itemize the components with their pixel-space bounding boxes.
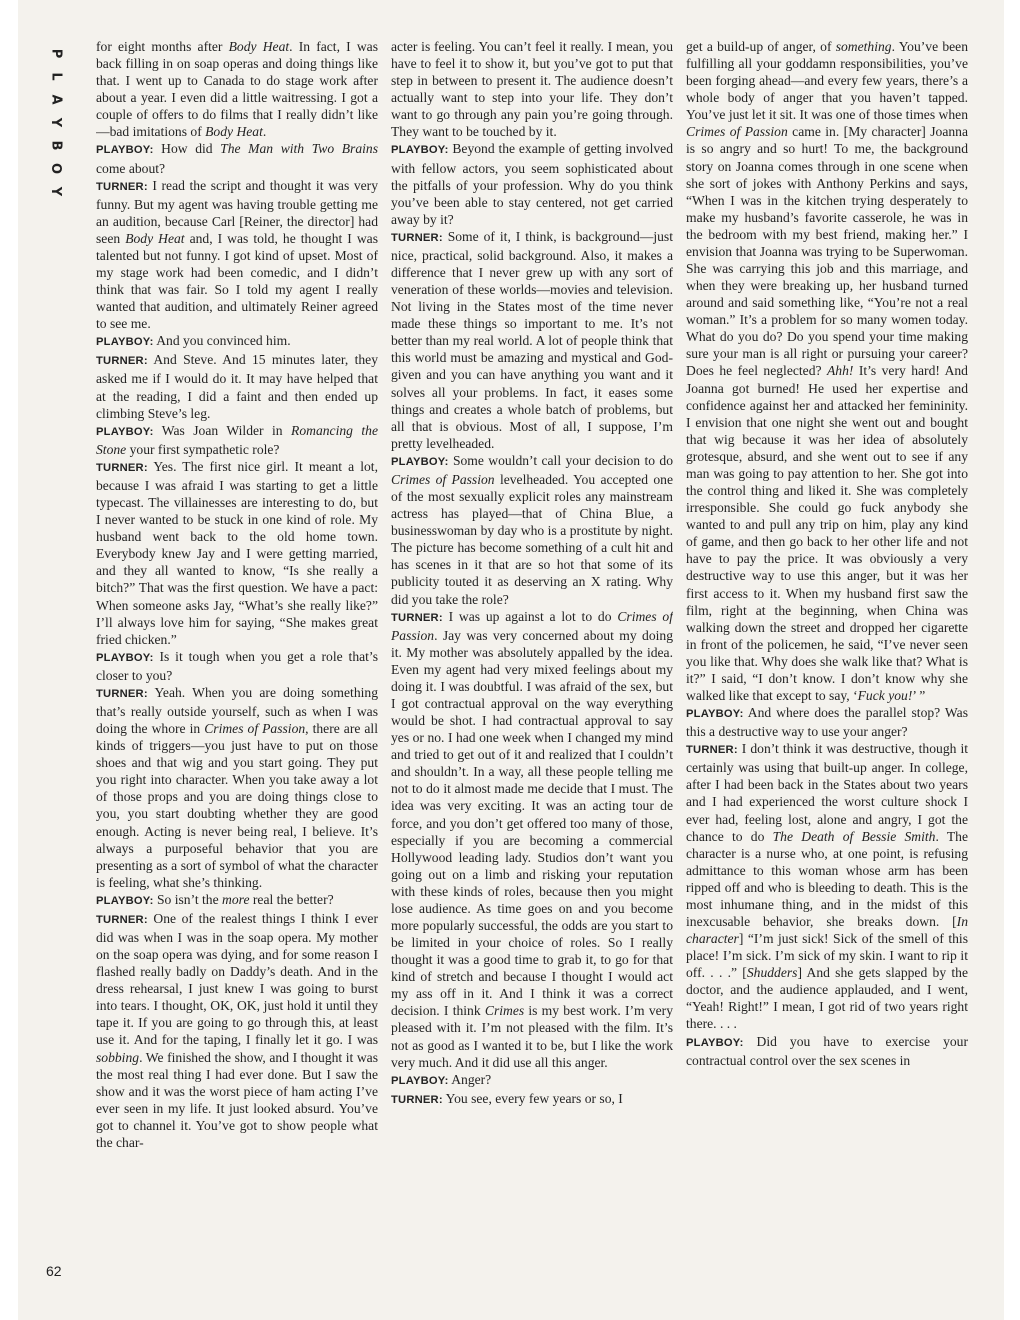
- interview-paragraph: [391, 608, 673, 1071]
- paragraph-text: So isn’t the more real the better?: [156, 891, 334, 907]
- page-number: 62: [46, 1263, 62, 1279]
- speaker-label: TURNER:: [686, 744, 738, 757]
- interview-paragraph: [391, 452, 673, 608]
- magazine-name-letter: L: [48, 72, 64, 81]
- paragraph-text: I was up against a lot to do Crimes of Passion. Jay was very concerned about my doing it. My mother was absolutely appalled by the idea. Even my agent had very mixed feelings about my doing it. I was doubtful. I was afraid of the sex, but I got contractual approval on the way everything would be shot. I had contractual approval to say yes or no. I had one week when I changed my mind and tried to get out of it and realized that I couldn’t and shouldn’t. In a way, all these people telling me not to do it almost made me decide that I must. The idea was very exciting. It was an acting tour de force, and you don’t get offered too many of those, especially if you are becoming a commercial Hollywood leading lady. Studios don’t want you going out on a limb and risking your reputation with these kinds of roles, because then you might lose audience. As time goes on and you become more popularly successful, the odds are you start to be limited in your choice of roles. So I really thought it was a good time to grab it, to go for that kind of stretch and because I thought I would act my ass off in it. And I think it was a correct decision. I think Crimes is my best work. I’m very pleased with it. I’m not pleased with the film. It’s not as good as I wanted it to be, but I like the work very much. And it did use all this anger.: [391, 608, 673, 1070]
- speaker-label: TURNER:: [391, 611, 443, 624]
- paragraph-text: acter is feeling. You can’t feel it really. I mean, you have to feel it to show it, but you’ve got to put that step in between to present it. The audience doesn’t actually want to step into your life. They don’t want to go through any pain you’re going through. They want to be touched by it.: [391, 39, 673, 140]
- paragraph-text: Some wouldn’t call your decision to do Crimes of Passion levelheaded. You accepted one of the most sexually explicit roles any mainstream actress has played—that of China Blue, a businesswoman by day who is a prostitute by night. The picture has become something of a cult hit and has scenes in it that are so hot that some of its publicity touted it as deserving an X rating. Why did you take the role?: [391, 452, 673, 607]
- speaker-label: PLAYBOY:: [391, 1074, 449, 1087]
- speaker-label: TURNER:: [391, 1093, 443, 1106]
- speaker-label: PLAYBOY:: [96, 651, 154, 664]
- interview-paragraph: [686, 740, 968, 1032]
- interview-paragraph: [391, 1090, 673, 1109]
- magazine-name-letter: A: [48, 94, 64, 105]
- interview-paragraph: [96, 891, 378, 910]
- interview-paragraph: [96, 648, 378, 684]
- speaker-label: TURNER:: [96, 461, 148, 474]
- paragraph-text: for eight months after Body Heat. In fact, I was back filling in on soap operas and doing things like that. I went up to Canada to do stage work after about a year. I even did a little waitressing. I got a couple of offers to do films that I really didn’t like—bad imitations of Body Heat.: [96, 39, 378, 140]
- magazine-name-vertical: [44, 42, 68, 203]
- speaker-label: PLAYBOY:: [686, 708, 744, 721]
- paragraph-text: And Steve. And 15 minutes later, they asked me if I would do it. It may have helped that at the reading, I did a faint and then ended up climbing Steve’s leg.: [96, 352, 378, 421]
- interview-paragraph: [96, 38, 378, 140]
- paragraph-text: And where does the parallel stop? Was this a destructive way to use your anger?: [686, 705, 968, 740]
- interview-paragraph: [96, 351, 378, 421]
- interview-paragraph: [96, 910, 378, 1151]
- speaker-label: PLAYBOY:: [96, 894, 154, 907]
- paragraph-text: get a build-up of anger, of something. You’ve been fulfilling all your goddamn responsibilities, you’ve been forging ahead—and every few years, there’s a whole body of anger that you haven’t tapped. You’ve just let it sit. It was one of those times when Crimes of Passion came in. [My character] Joanna is so angry and so hurt! To me, the background story on Joanna comes through in one scene when she sort of jokes with Anthony Perkins and says, “When I was in the kitchen trying desperately to make my husband’s favorite casserole, he was in the bedroom with my best friend, making her.” I envision that Joanna was trying to be Superwoman. She was carrying this job and this marriage, and when they were breaking up, her husband turned around and said something like, “You’re not a real woman.” It’s a problem for so many women today. What do you do? Do you spend your time making sure your man is all right or pursuing your career? Does he feel neglected? Ahh! It’s very hard! And Joanna got burned! He used her expertise and confidence against her and attacked her femininity. I envision that one night she went out and bought that wig because it was her idea of absolutely grotesque, absurd, and she went out to see if any man was going to pay attention to her. She got into the control thing and liked it. She was completely irresponsible. She could go fuck anybody she wanted to and pull any trip on him, play any kind of game, and then go back to her other life and not have to pay the price. It was obviously a very destructive way to use this anger, but it was her first access to it. When my husband first saw the film, right at the beginning, when China was walking down the street and dropped her cigarette in front of the policemen, he said, “I’ve never seen you like that. Why does she walk like that? What is it?” I said, “I don’t know. I don’t know why she walked like that except to say, ‘Fuck you!’ ”: [686, 39, 968, 703]
- text-column-2: [391, 38, 673, 1278]
- paragraph-text: Anger?: [451, 1071, 492, 1087]
- magazine-name-letter: B: [48, 140, 64, 151]
- magazine-name-letter: Y: [48, 186, 64, 197]
- text-column-1: [96, 38, 378, 1278]
- interview-paragraph: [96, 177, 378, 333]
- speaker-label: TURNER:: [96, 687, 148, 700]
- interview-paragraph: [391, 38, 673, 140]
- paragraph-text: And you convinced him.: [156, 333, 291, 349]
- paragraph-text: How did The Man with Two Brains come about?: [96, 141, 378, 176]
- magazine-name-letter: Y: [48, 117, 64, 128]
- paragraph-text: Yeah. When you are doing something that’s really outside yourself, such as when I was doing the whore in Crimes of Passion, there are all kinds of triggers—you just have to put on those shoes and that wig and you start going. They put you right into character. When you take away a lot of those props and you are doing things close to you, you start doubting whether they are good enough. Acting is never being real, I believe. It’s always a purposeful behavior that you are presenting as a sort of symbol of what the character is feeling, what she’s thinking.: [96, 684, 378, 890]
- paragraph-text: Is it tough when you get a role that’s closer to you?: [96, 648, 378, 683]
- interview-paragraph: [686, 1033, 968, 1069]
- magazine-name-letter: O: [48, 162, 64, 175]
- speaker-label: PLAYBOY:: [96, 336, 154, 349]
- interview-paragraph: [96, 684, 378, 891]
- interview-paragraph: [391, 1071, 673, 1090]
- paragraph-text: One of the realest things I think I ever did was when I was in the soap opera. My mother on the soap opera was dying, and for some reason I flashed really badly on Daddy’s death. And in the dress rehearsal, I just knew I was going to burst into tears. I thought, OK, OK, just hold it until they tape it. If you are going to go through this, at least use it. And for the taping, I finally let it go. I was sobbing. We finished the show, and I thought it was the most real thing I had ever done. But I saw the show and it was the worst piece of ham acting I’ve ever seen in my life. It just looked absurd. You’ve got to channel it. You’ve got to show people what the char-: [96, 910, 378, 1150]
- paragraph-text: I don’t think it was destructive, though it certainly was using that built-up anger. In college, after I had been back in the States about two years and I had experienced the worst culture shock I ever had, feeling lost, alone and angry, I got the chance to do The Death of Bessie Smith. The character is a nurse who, at one point, is refusing admittance to this woman whose arm has been ripped off and who is bleeding to death. This is the most inhumane thing, and in the midst of this inexcusable behavior, she breaks down. [In character] “I’m just sick! Sick of the smell of this place! I’m sick. I’m sick of my skin. I want to rip it off. . . .” [Shudders] And she gets slapped by the doctor, and the audience applauded, and I went, “Yeah! Right!” I mean, I got rid of two years right there. . . .: [686, 741, 968, 1032]
- interview-paragraph: [391, 228, 673, 452]
- paragraph-text: Some of it, I think, is background—just nice, practical, solid background. Also, it makes a difference that I never grew up with any sort of veneration of these worlds—movies and television. Not living in the States most of the time never made these things so important to me. It’s not better than my real world. A lot of people think that this world must be amazing and mystical and God-given and you can have anything you want and it solves all your problems. In fact, it eases some things and creates a whole batch of problems, but all that is obvious. Most of all, I suppose, I’m pretty levelheaded.: [391, 228, 673, 451]
- text-column-3: [686, 38, 968, 1278]
- interview-paragraph: [686, 38, 968, 704]
- speaker-label: TURNER:: [391, 231, 443, 244]
- speaker-label: TURNER:: [96, 913, 148, 926]
- paragraph-text: Was Joan Wilder in Romancing the Stone your first sympathetic role?: [96, 422, 378, 457]
- speaker-label: TURNER:: [96, 180, 148, 193]
- interview-paragraph: [96, 140, 378, 176]
- paragraph-text: Did you have to exercise your contractual control over the sex scenes in: [686, 1033, 968, 1068]
- interview-paragraph: [391, 140, 673, 227]
- speaker-label: PLAYBOY:: [391, 455, 449, 468]
- interview-paragraph: [96, 458, 378, 648]
- speaker-label: PLAYBOY:: [96, 425, 154, 438]
- interview-paragraph: [686, 704, 968, 740]
- speaker-label: PLAYBOY:: [686, 1036, 744, 1049]
- speaker-label: TURNER:: [96, 355, 148, 368]
- interview-paragraph: [96, 332, 378, 351]
- speaker-label: PLAYBOY:: [96, 144, 154, 157]
- magazine-page: [18, 0, 1004, 1320]
- paragraph-text: Yes. The first nice girl. It meant a lot, because I was afraid I was starting to get a little typecast. The villainesses are interesting to do, but I never wanted to be stuck in one kind of role. My husband went back to the old home town. Everybody knew Jay and I were getting married, and they all wanted to know, “Is she really a bitch?” That was the first question. We have a pact: When someone asks Jay, “What’s she really like?” I’ll always love him for saying, “She makes great fried chicken.”: [96, 458, 378, 647]
- speaker-label: PLAYBOY:: [391, 144, 449, 157]
- paragraph-text: Beyond the example of getting involved with fellow actors, you seem sophisticated about the pitfalls of your profession. Why do you think you’ve been able to stay centered, not get carried away by it?: [391, 141, 673, 227]
- paragraph-text: You see, every few years or so, I: [445, 1090, 623, 1106]
- magazine-name-letter: P: [48, 48, 64, 59]
- interview-paragraph: [96, 422, 378, 458]
- paragraph-text: I read the script and thought it was very funny. But my agent was having trouble getting me an audition, because Carl [Reiner, the director] had seen Body Heat and, I was told, he thought I was talented but not funny. I got kind of upset. Most of my stage work had been comedic, and I didn’t think that was fair. So I told my agent I really wanted that audition, and ultimately Reiner agreed to see me.: [96, 177, 378, 332]
